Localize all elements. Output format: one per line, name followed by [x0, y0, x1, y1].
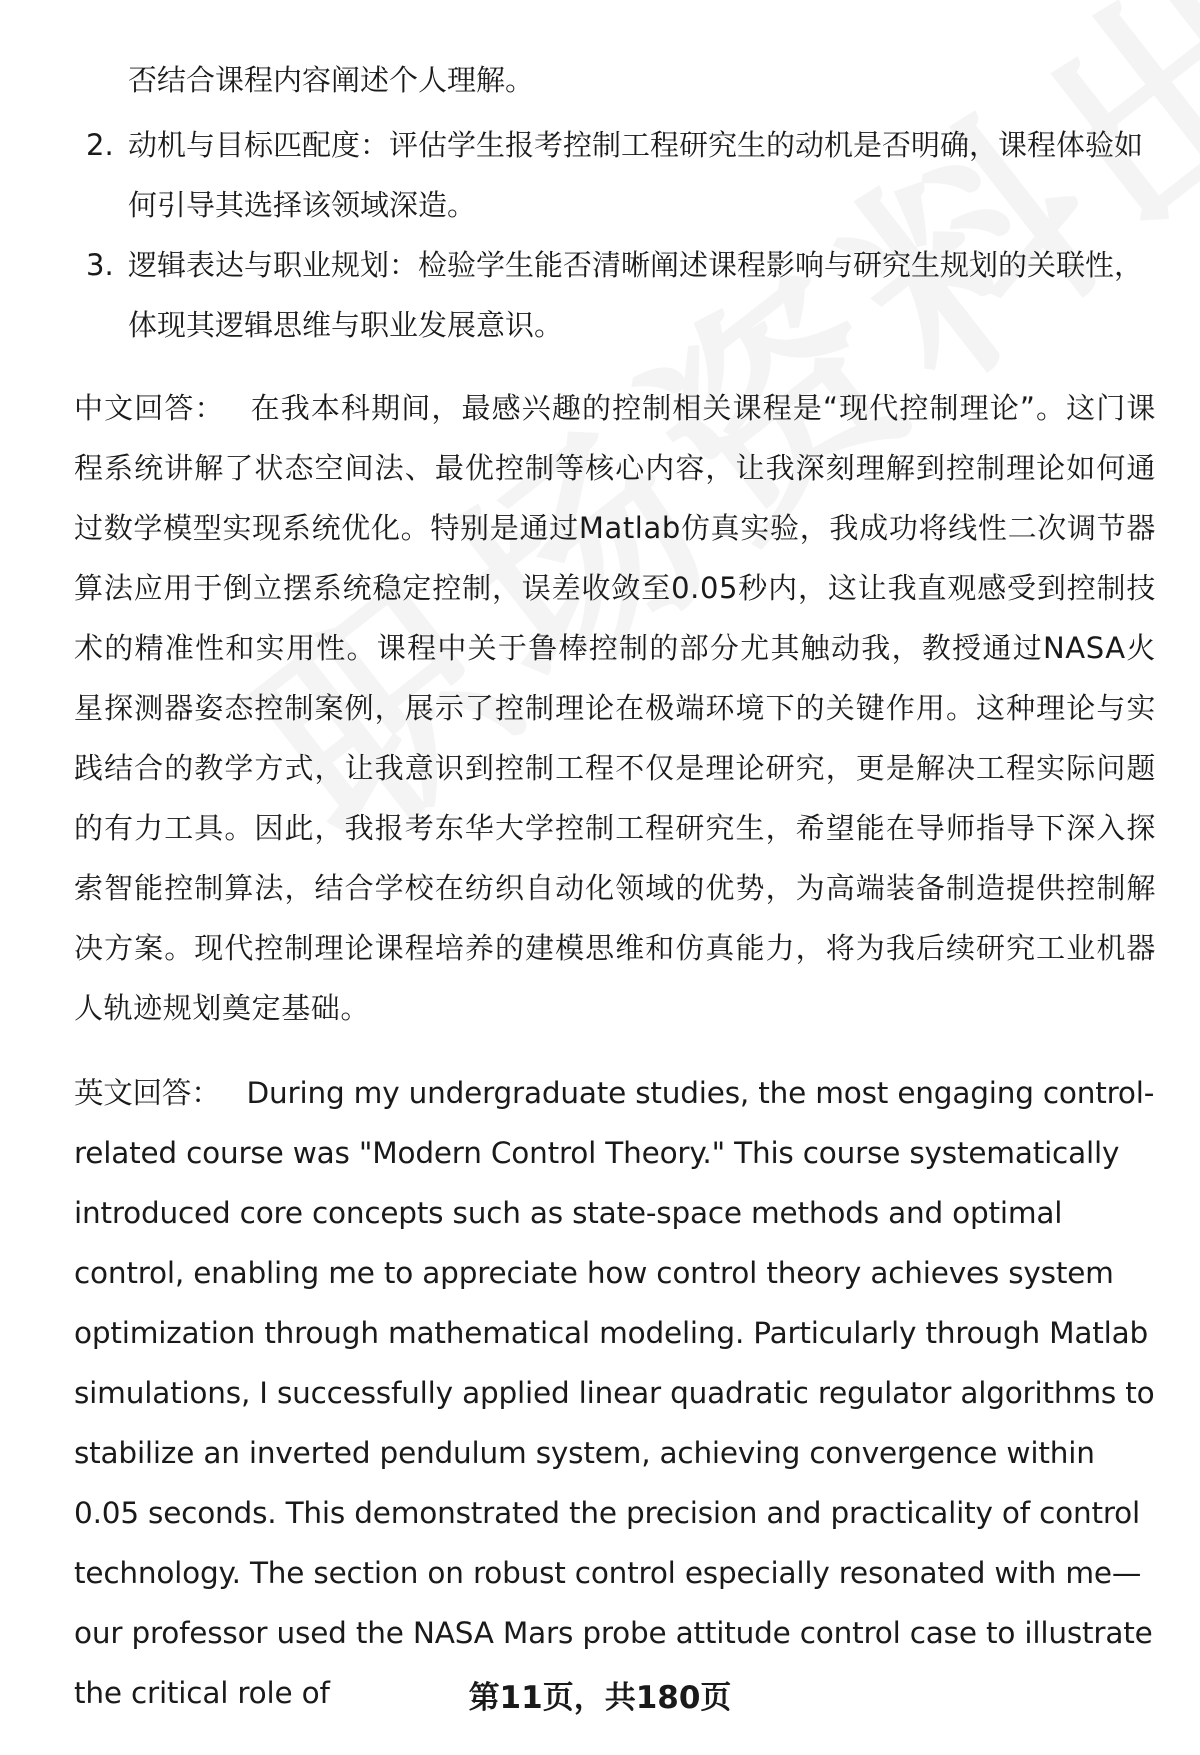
english-answer-text: During my undergraduate studies, the most engaging control-related course was "Modern Control Theory." This course systematically introduced core concepts such as state-space methods and optimal control, enabling me to appreciate how control theory achieves system optimization through mathematical modeling. Particularly through Matlab simulations, I successfully applied linear quadratic regulator algorithms to stabilize an inverted pendulum system, achieving convergence within 0.05 seconds. This demonstrated the precision and practicality of control technology. The section on robust control especially resonated with me—our professor used the NASA Mars probe attitude control case to illustrate the critical role of: [74, 1076, 1155, 1710]
page-number: 第11页，共180页: [468, 1680, 732, 1716]
criterion-item: [74, 115, 1154, 235]
criterion-text: 动机与目标匹配度：评估学生报考控制工程研究生的动机是否明确，课程体验如何引导其选择该领域深造。: [128, 128, 1144, 222]
criterion-item: [74, 235, 1154, 355]
continued-criterion-text: 否结合课程内容阐述个人理解。: [128, 63, 535, 97]
criterion-text: 逻辑表达与职业规划：检验学生能否清晰阐述课程影响与研究生规划的关联性，体现其逻辑思维与职业发展意识。: [128, 248, 1144, 342]
chinese-answer-label: 中文回答：: [74, 391, 225, 425]
criteria-list: [74, 115, 1154, 355]
english-answer: [74, 1063, 1156, 1723]
chinese-answer-text: 在我本科期间，最感兴趣的控制相关课程是“现代控制理论”。这门课程系统讲解了状态空间法、最优控制等核心内容，让我深刻理解到控制理论如何通过数学模型实现系统优化。特别是通过Matlab仿真实验，我成功将线性二次调节器算法应用于倒立摆系统稳定控制，误差收敛至0.05秒内，这让我直观感受到控制技术的精准性和实用性。课程中关于鲁棒控制的部分尤其触动我，教授通过NASA火星探测器姿态控制案例，展示了控制理论在极端环境下的关键作用。这种理论与实践结合的教学方式，让我意识到控制工程不仅是理论研究，更是解决工程实际问题的有力工具。因此，我报考东华大学控制工程研究生，希望能在导师指导下深入探索智能控制算法，结合学校在纺织自动化领域的优势，为高端装备制造提供控制解决方案。现代控制理论课程培养的建模思维和仿真能力，将为我后续研究工业机器人轨迹规划奠定基础。: [74, 391, 1156, 1025]
criterion-number: 2.: [86, 128, 114, 162]
english-answer-label: 英文回答：: [74, 1076, 221, 1110]
chinese-answer: [74, 378, 1156, 1038]
criterion-number: 3.: [86, 248, 114, 282]
